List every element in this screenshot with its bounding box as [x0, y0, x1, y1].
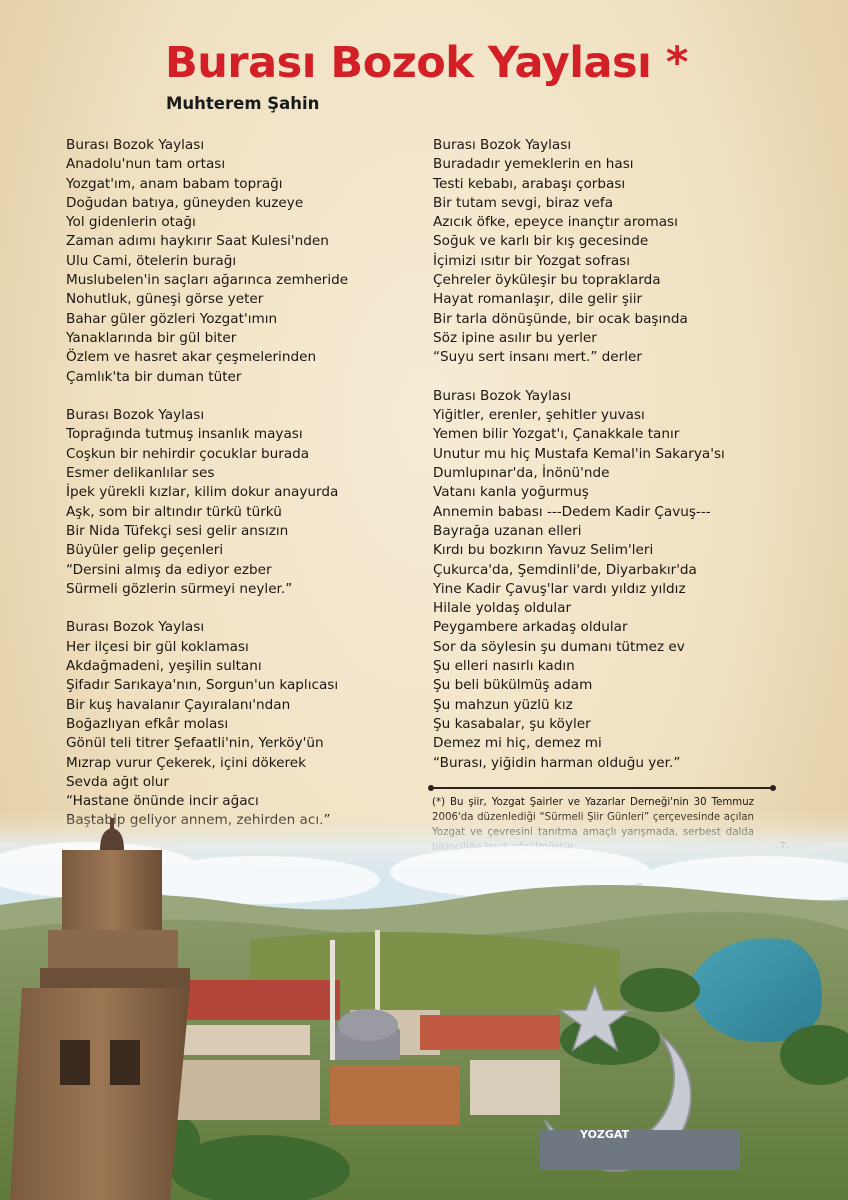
poem-author: Muhterem Şahin [166, 94, 320, 113]
poem-line: Bir kuş havalanır Çayıralanı'ndan [66, 696, 291, 713]
poem-line: Bahar güler gözleri Yozgat'ımın [66, 310, 278, 327]
stanza [433, 387, 725, 773]
poem-line: Çukurca'da, Şemdinli'de, Diyarbakır'da [433, 561, 697, 578]
poem-line: Muslubelen'in saçları ağarınca zemheride [66, 272, 349, 289]
poem-line: Büyüler gelip geçenleri [66, 542, 224, 559]
poem-line: Şu beli bükülmüş adam [433, 677, 593, 694]
poem-line: Sürmeli gözlerin sürmeyi neyler.” [66, 580, 293, 597]
poem-line: Bir tarla dönüşünde, bir ocak başında [433, 310, 688, 327]
poem-line: Her ilçesi bir gül koklaması [66, 638, 249, 655]
poem-line: Şifadır Sarıkaya'nın, Sorgun'un kaplıcası [66, 677, 339, 694]
poem-line: İpek yürekli kızlar, kilim dokur anayurda [66, 484, 339, 501]
poem-line: Dumlupınar'da, İnönü'nde [433, 465, 610, 482]
poem-line: Toprağında tutmuş insanlık mayası [66, 426, 303, 443]
poem-line: Şu elleri nasırlı kadın [433, 658, 575, 675]
poem-line: Bir tutam sevgi, biraz vefa [433, 194, 614, 211]
poem-line: Hilale yoldaş oldular [433, 600, 572, 617]
stanza [66, 406, 348, 599]
poem-line: Azıcık öfke, epeyce inançtır aroması [433, 214, 678, 231]
poem-line: Yiğitler, erenler, şehitler yuvası [433, 407, 645, 424]
poem-line: Yozgat'ım, anam babam toprağı [66, 175, 283, 192]
yozgat-sign: YOZGAT [580, 1128, 630, 1141]
poem-line: Annemin babası ---Dedem Kadir Çavuş--- [433, 503, 711, 520]
poem-line: Ulu Cami, ötelerin burağı [66, 252, 237, 269]
poem-line: Zaman adımı haykırır Saat Kulesi'nden [66, 233, 329, 250]
poem-line: “Suyu sert insanı mert.” derler [433, 349, 642, 366]
poem-line: “Hastane önünde incir ağacı [66, 793, 259, 810]
poem-line: Çehreler öyküleşir bu topraklarda [433, 272, 661, 289]
poem-line: Burası Bozok Yaylası [66, 619, 205, 636]
footnote: (*) Bu şiir, Yozgat Şairler ve Yazarlar Derneği'nin 30 Temmuz [432, 797, 754, 808]
stanza [66, 618, 348, 830]
poem-line: Sevda ağıt olur [66, 773, 170, 790]
poem-line: Boğazlıyan efkâr molası [66, 715, 229, 732]
poem-line: Burası Bozok Yaylası [433, 387, 572, 404]
poem-right-column [433, 136, 725, 792]
poem-title: Burası Bozok Yaylası * [165, 38, 688, 88]
poem-line: Coşkun bir nehirdir çocuklar burada [66, 445, 310, 462]
poem-line: Soğuk ve karlı bir kış gecesinde [433, 233, 649, 250]
poem-line: Akdağmadeni, yeşilin sultanı [66, 658, 262, 675]
poem-line: Demez mi hiç, demez mi [433, 735, 602, 752]
poem-line: Burası Bozok Yaylası [66, 137, 205, 153]
poem-line: İçimizi ısıtır bir Yozgat sofrası [433, 252, 631, 269]
poem-line: Yine Kadir Çavuş'lar vardı yıldız yıldız [433, 580, 686, 597]
stanza [433, 136, 725, 368]
poem-line: Kırdı bu bozkırın Yavuz Selim'leri [433, 542, 654, 559]
poem-line: Hayat romanlaşır, dile gelir şiir [433, 291, 643, 308]
poem-line: Anadolu'nun tam ortası [66, 156, 226, 173]
poem-line: Aşk, som bir altındır türkü türkü [66, 503, 282, 520]
poem-line: Bir Nida Tüfekçi sesi gelir ansızın [66, 522, 289, 539]
yozgat-panorama-illustration [0, 810, 848, 1200]
poem-left-column [66, 136, 348, 850]
poem-line: Vatanı kanla yoğurmuş [433, 484, 589, 501]
poem-line: Sor da söylesin şu dumanı tütmez ev [433, 638, 685, 655]
poem-line: Esmer delikanlılar ses [66, 465, 215, 482]
footnote-divider [432, 787, 772, 789]
poem-line: Gönül teli titrer Şefaatli'nin, Yerköy'ün [66, 735, 324, 752]
poem-line: Nohutluk, güneşi görse yeter [66, 291, 264, 308]
poem-line: Şu kasabalar, şu köyler [433, 715, 591, 732]
poem-line: “Dersini almış da ediyor ezber [66, 561, 272, 578]
poem-line: Şu mahzun yüzlü kız [433, 696, 573, 713]
poem-line: Özlem ve hasret akar çeşmelerinden [66, 349, 317, 366]
poem-line: Yemen bilir Yozgat'ı, Çanakkale tanır [433, 426, 680, 443]
poem-line: Yanaklarında bir gül biter [66, 329, 237, 346]
poem-line: Peygambere arkadaş oldular [433, 619, 628, 636]
poem-line: Burası Bozok Yaylası [66, 407, 205, 424]
poem-line: Doğudan batıya, güneyden kuzeye [66, 194, 304, 211]
poem-line: Yol gidenlerin otağı [66, 214, 196, 231]
poem-line: “Burası, yiğidin harman olduğu yer.” [433, 754, 681, 771]
poem-line: Testi kebabı, arabaşı çorbası [433, 175, 626, 192]
poem-line: Çamlık'ta bir duman tüter [66, 368, 242, 385]
poem-line: Buradadır yemeklerin en hası [433, 156, 634, 173]
poem-line: Unutur mu hiç Mustafa Kemal'in Sakarya'sı [433, 445, 725, 462]
poem-line: Bayrağa uzanan elleri [433, 522, 582, 539]
poem-line: Burası Bozok Yaylası [433, 137, 572, 153]
stanza [66, 136, 348, 387]
poem-line: Söz ipine asılır bu yerler [433, 329, 597, 346]
poem-line: Mızrap vurur Çekerek, içini dökerek [66, 754, 307, 771]
